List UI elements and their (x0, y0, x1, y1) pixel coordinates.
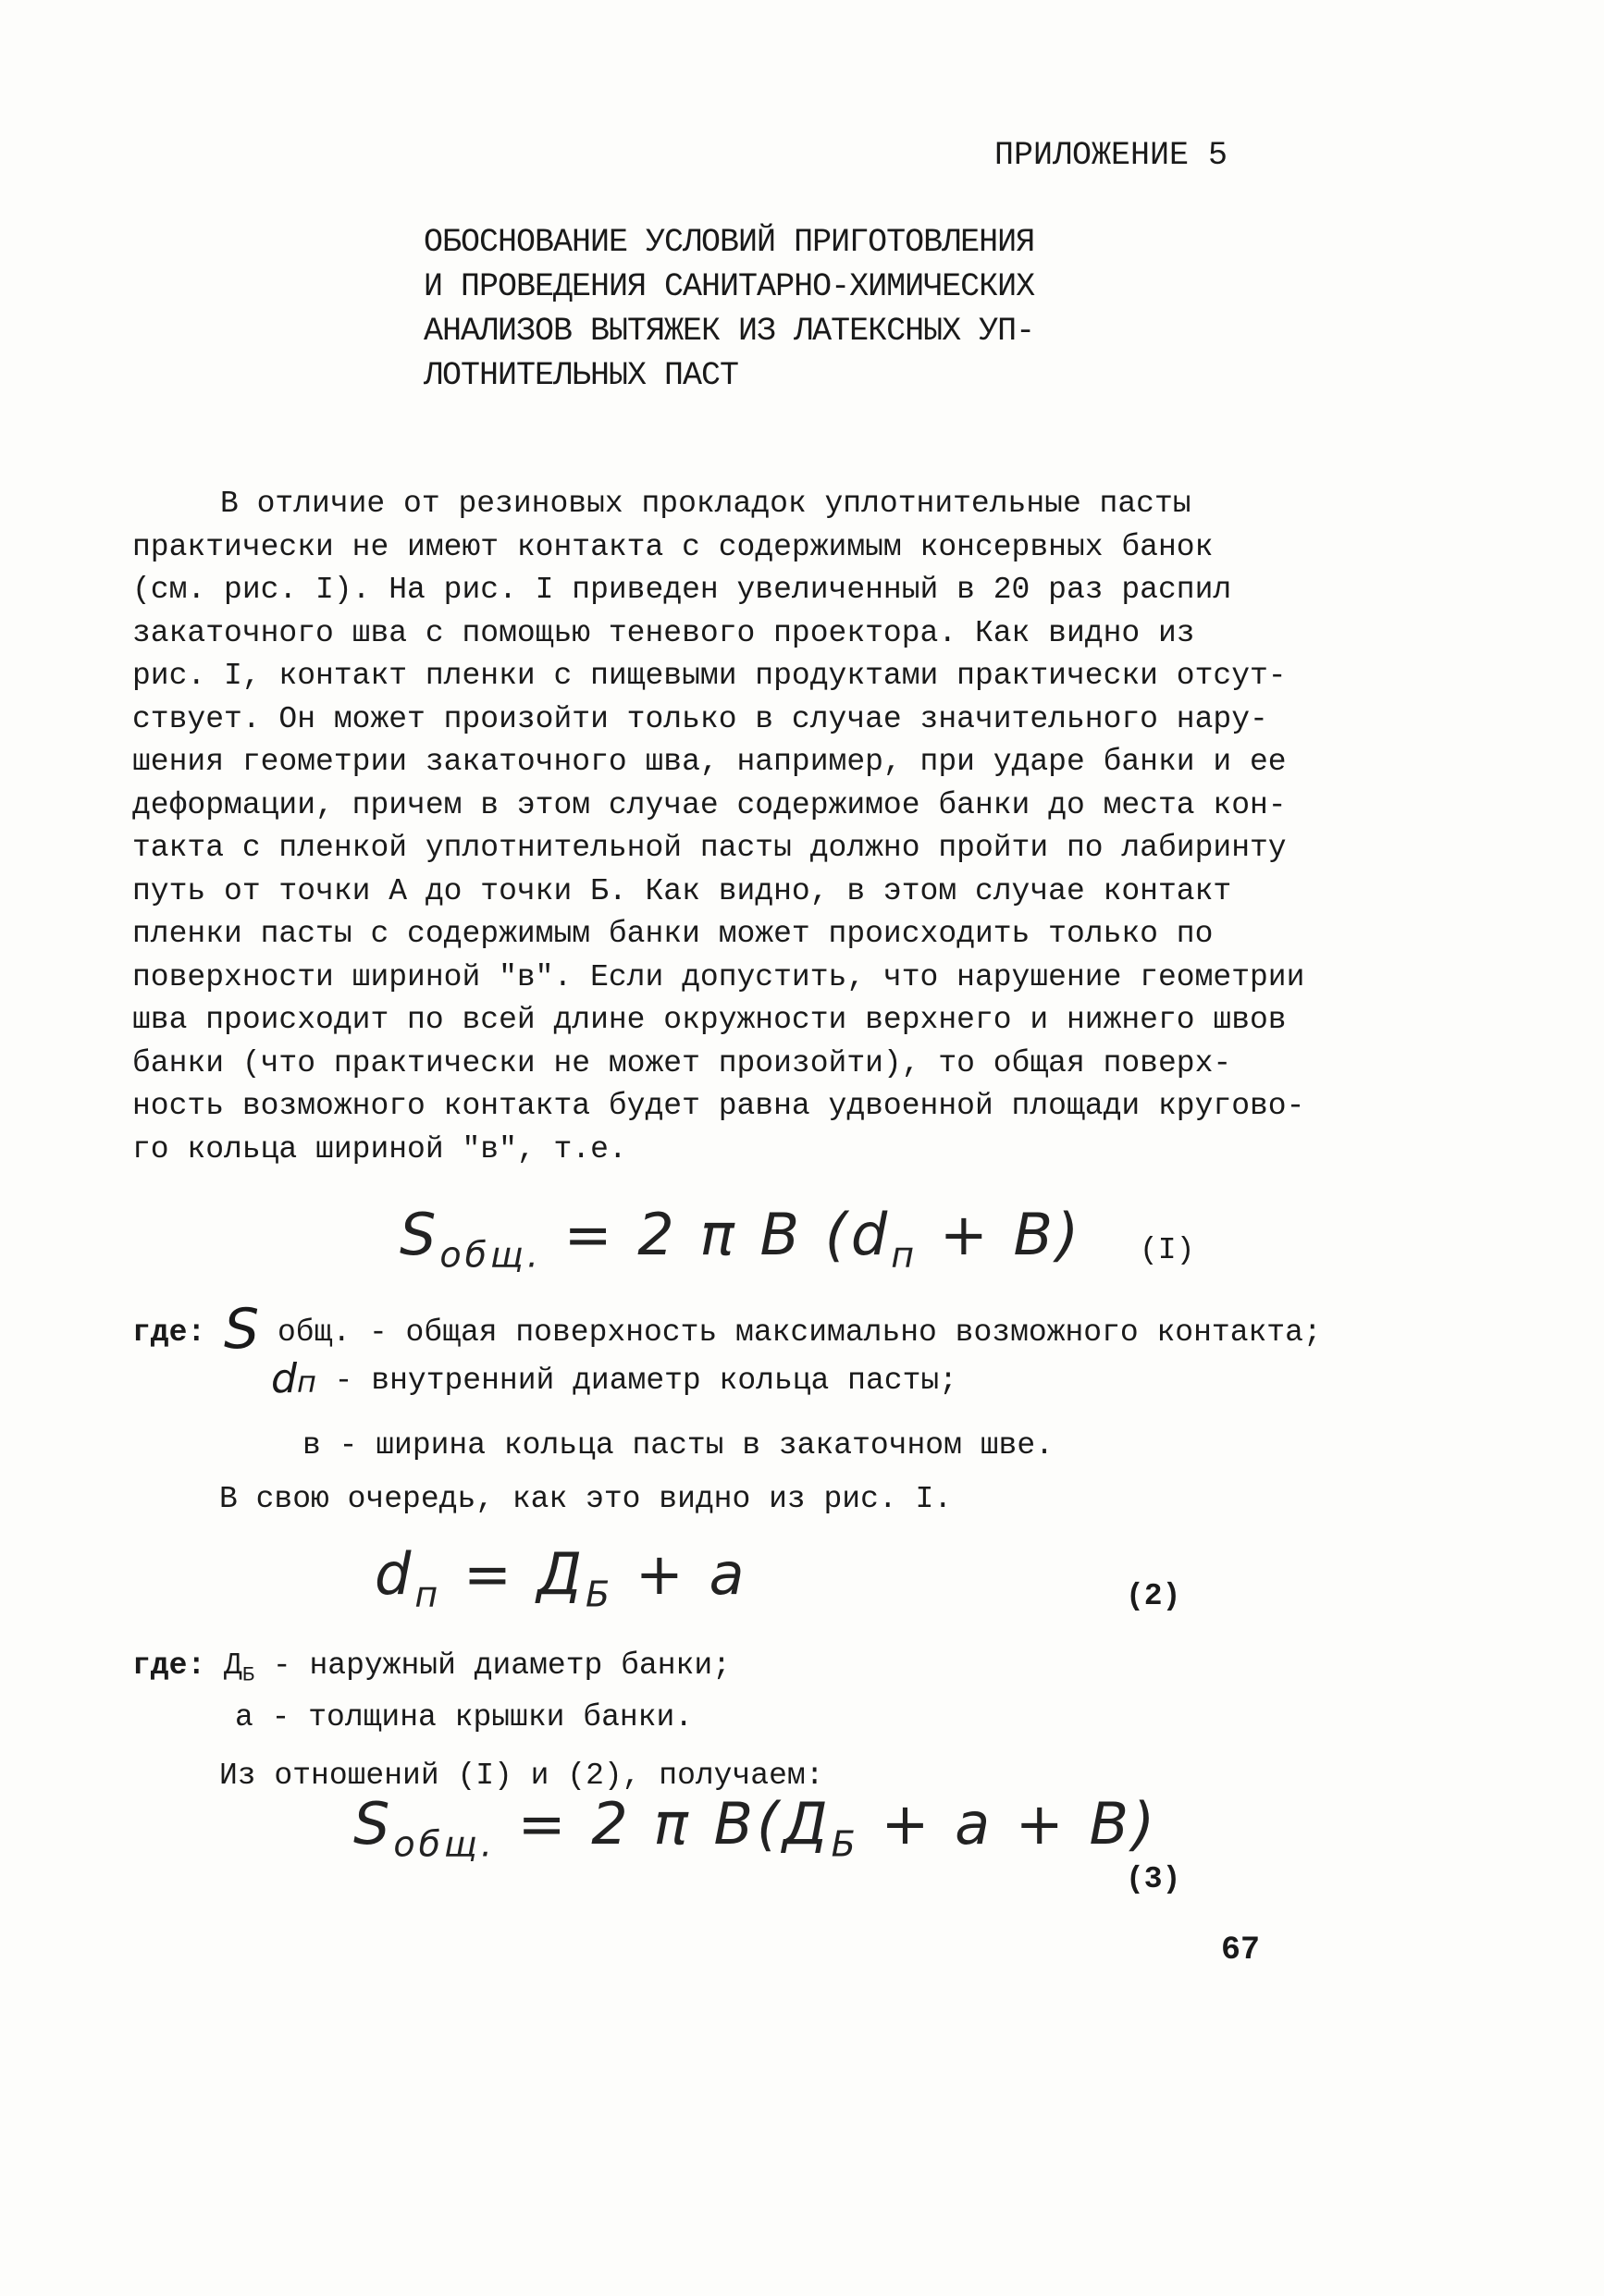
formula-1 (400, 1201, 1082, 1275)
body-paragraph (132, 483, 1305, 1171)
formula-2-rhs: = Д (463, 1540, 586, 1608)
body-line: банки (что практически не может произойти), то общая поверх- (132, 1045, 1232, 1080)
formula-2-lhs: d (375, 1540, 415, 1608)
s-description: общ. - общая поверхность максимально возможного контакта; (277, 1315, 1322, 1350)
d-description: - внутренний диаметр кольца пасты; (334, 1364, 957, 1398)
intro-formula-3: Из отношений (I) и (2), получаем: (219, 1759, 824, 1793)
body-line: ствует. Он может произойти только в случае значительного нару- (132, 701, 1268, 736)
where-label: где: (132, 1648, 206, 1683)
body-line: путь от точки А до точки Б. Как видно, в этом случае контакт (132, 873, 1232, 908)
formula-3-rhs-end: + a + B) (881, 1790, 1159, 1858)
formula-1-lhs-sub: общ. (439, 1234, 542, 1276)
formula-2-rhs-end: + a (635, 1540, 748, 1608)
s-symbol: S (224, 1297, 260, 1362)
equation-number-1: (I) (1140, 1233, 1195, 1267)
formula-1-lhs: S (400, 1201, 440, 1268)
body-line: поверхности шириной "в". Если допустить, что нарушение геометрии (132, 959, 1305, 994)
formula-2-rhs-sub: Б (586, 1574, 614, 1615)
body-line: В отличие от резиновых прокладок уплотнительные пасты (220, 487, 1191, 521)
body-line: закаточного шва с помощью теневого проектора. Как видно из (132, 615, 1195, 650)
appendix-label: ПРИЛОЖЕНИЕ 5 (994, 137, 1228, 174)
legend-s-line (132, 1297, 1322, 1362)
formula-2-lhs-sub: п (414, 1574, 442, 1615)
body-line: го кольца шириной "в", т.е. (132, 1131, 627, 1167)
body-line: пленки пасты с содержимым банки может происходить только по (132, 917, 1214, 951)
page-number: 67 (1221, 1932, 1261, 1969)
d-symbol: d (271, 1355, 297, 1402)
diameter-symbol-sub: Б (241, 1663, 255, 1687)
body-line: (см. рис. I). На рис. I приведен увеличенный в 20 раз распил (132, 573, 1232, 607)
formula-3-rhs: = 2 π B(Д (517, 1790, 832, 1858)
legend-diameter-line (132, 1645, 731, 1697)
intro-formula-2: В свою очередь, как это видно из рис. I. (219, 1482, 953, 1516)
document-title (424, 220, 1164, 398)
equation-number-3: (3) (1126, 1862, 1181, 1896)
title-line: И ПРОВЕДЕНИЯ САНИТАРНО-ХИМИЧЕСКИХ (424, 268, 1035, 305)
body-line: рис. I, контакт пленки с пищевыми продуктами практически отсут- (132, 659, 1287, 693)
diameter-description: - наружный диаметр банки; (254, 1648, 731, 1683)
legend-b-line: в - ширина кольца пасты в закаточном шве. (302, 1428, 1054, 1463)
legend-d-line (271, 1355, 957, 1403)
formula-1-rhs-sub: п (891, 1234, 919, 1276)
formula-2 (375, 1540, 748, 1614)
body-line: ность возможного контакта будет равна удвоенной площади кругово- (132, 1089, 1305, 1123)
body-line: шения геометрии закаточного шва, например, при ударе банки и ее (132, 745, 1287, 779)
title-line: АНАЛИЗОВ ВЫТЯЖЕК ИЗ ЛАТЕКСНЫХ УП- (424, 313, 1035, 350)
legend-thickness-line: а - толщина крышки банки. (235, 1700, 694, 1734)
d-symbol-sub: п (296, 1364, 316, 1400)
formula-1-rhs-end: + B) (939, 1201, 1083, 1268)
equation-number-2: (2) (1126, 1579, 1181, 1613)
formula-3-lhs-sub: общ. (393, 1823, 496, 1865)
diameter-symbol: Д (224, 1648, 242, 1683)
formula-3 (353, 1790, 1158, 1864)
formula-3-lhs: S (353, 1790, 394, 1858)
body-line: деформации, причем в этом случае содержимое банки до места кон- (132, 787, 1287, 822)
body-line: шва происходит по всей длине окружности верхнего и нижнего швов (132, 1003, 1287, 1037)
formula-1-rhs: = 2 π B (d (563, 1201, 892, 1268)
body-line: практически не имеют контакта с содержимым консервных банок (132, 529, 1214, 564)
formula-3-rhs-sub: Б (831, 1823, 859, 1865)
title-line: ОБОСНОВАНИЕ УСЛОВИЙ ПРИГОТОВЛЕНИЯ (424, 224, 1035, 261)
title-line: ЛОТНИТЕЛЬНЫХ ПАСТ (424, 357, 739, 394)
where-label: где: (132, 1315, 206, 1350)
body-line: такта с пленкой уплотнительной пасты должно пройти по лабиринту (132, 831, 1287, 865)
